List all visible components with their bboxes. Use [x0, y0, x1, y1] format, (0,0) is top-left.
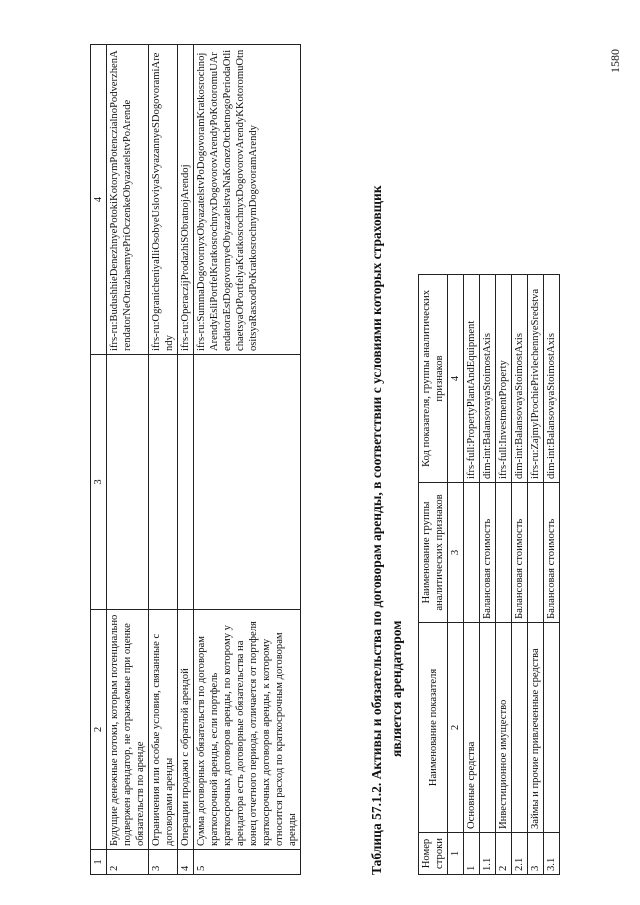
index-cell: 1: [448, 833, 464, 875]
row-number: 4: [178, 850, 194, 875]
group-name: [528, 483, 544, 623]
index-cell: 2: [448, 623, 464, 833]
indicator-code: ifrs-full:PropertyPlantAndEquipment: [464, 275, 480, 483]
indicator-name: Сумма договорных обязательств по договорам краткосрочной аренды, если портфель краткосрочных договоров аренды, по которому у арендатора есть договорные обязательства на конец отчетного периода, отличается от портфеля краткосрочных договоров аренды, к которому относится расход по краткосрочным договорам аренды: [194, 610, 301, 850]
table-row: [480, 275, 496, 875]
group-name: Балансовая стоимость: [512, 483, 528, 623]
indicator-name: Основные средства: [464, 623, 480, 833]
header-cell: Наименование показателя: [419, 623, 448, 833]
header-cell: Код показателя, группы аналитических признаков: [419, 275, 448, 483]
continued-table: [90, 44, 301, 875]
indicator-code: ifrs-ru:SummaDogovornyxObyazatelstvPoDogovoramKratkosrochnojArendyEsliPortfelKratkosrochnyxDogovorovArendyPoKotoromuUArendatoraEstDogovornyeObyazatelstvaNaKonezOtchetnogoPeriodaOtlichaetsyaOtPortfelyaKratkosrochnyxDogovorovArendyKKotoromuOtnositsyaRasxodPoKratkosrochnymDogovoramArendy: [194, 45, 301, 355]
indicator-name: [544, 623, 560, 833]
group-name: [149, 355, 178, 610]
row-number: 3.1: [544, 833, 560, 875]
indicator-code: ifrs-ru:OperaczijProdazhiSObratnojArendoj: [178, 45, 194, 355]
group-name: [464, 483, 480, 623]
page-number: 1580: [608, 49, 622, 73]
row-number: 3: [149, 850, 178, 875]
row-number: 1: [464, 833, 480, 875]
group-name: Балансовая стоимость: [544, 483, 560, 623]
header-row: [419, 275, 448, 875]
table-row: [464, 275, 480, 875]
header-cell: Номер строки: [419, 833, 448, 875]
column-index-row: [91, 45, 107, 875]
table-row: [194, 45, 301, 875]
table-row: [528, 275, 544, 875]
header-cell: 4: [91, 45, 107, 355]
header-cell: Наименование группы аналитических признаков: [419, 483, 448, 623]
indicator-code: dim-int:BalansovayaStoimostAxis: [512, 275, 528, 483]
indicator-name: Ограничения или особые условия, связанные с договорами аренды: [149, 610, 178, 850]
indicator-name: Инвестиционное имущество: [496, 623, 512, 833]
row-number: 3: [528, 833, 544, 875]
indicator-name: Займы и прочие привлеченные средства: [528, 623, 544, 833]
table-caption: [368, 55, 406, 875]
indicator-name: Операции продажи с обратной арендой: [178, 610, 194, 850]
table-row: [544, 275, 560, 875]
indicator-name: [512, 623, 528, 833]
group-name: Балансовая стоимость: [480, 483, 496, 623]
group-name: [178, 355, 194, 610]
indicator-code: dim-int:BalansovayaStoimostAxis: [544, 275, 560, 483]
indicator-code: ifrs-ru:BudushhieDenezhnyePotokiKotorymPotenczialnoPodverzhenArendatorNeOtrazhaemyePriOczenkeObyazatelstvPoArende: [107, 45, 149, 355]
caption-line-2: является арендатором: [389, 620, 404, 757]
row-number: 2: [496, 833, 512, 875]
table-row: [107, 45, 149, 875]
table-row: [512, 275, 528, 875]
indicator-code: ifrs-full:InvestmentProperty: [496, 275, 512, 483]
group-name: [107, 355, 149, 610]
indicator-name: Будущие денежные потоки, которым потенциально подвержен арендатор, не отражаемые при оценке обязательств по аренде: [107, 610, 149, 850]
group-name: [496, 483, 512, 623]
row-number: 5: [194, 850, 301, 875]
header-cell: 2: [91, 610, 107, 850]
leases-table: [418, 274, 560, 875]
table-row: [178, 45, 194, 875]
header-cell: 1: [91, 850, 107, 875]
group-name: [194, 355, 301, 610]
table-row: [149, 45, 178, 875]
header-cell: 3: [91, 355, 107, 610]
indicator-code: dim-int:BalansovayaStoimostAxis: [480, 275, 496, 483]
indicator-code: ifrs-ru:OgranicheniyaIliOsobyeUsloviyaSvyazannyeSDogovoramiArendy: [149, 45, 178, 355]
indicator-name: [480, 623, 496, 833]
table-row: [496, 275, 512, 875]
index-cell: 4: [448, 275, 464, 483]
index-cell: 3: [448, 483, 464, 623]
row-number: 1.1: [480, 833, 496, 875]
column-index-row: [448, 275, 464, 875]
caption-line-1: Таблица 57.1.2. Активы и обязательства по договорам аренды, в соответствии с условиями которых страховщик: [369, 185, 384, 875]
indicator-code: ifrs-ru:ZajmyIProchiePrivlechennyeSredstva: [528, 275, 544, 483]
row-number: 2.1: [512, 833, 528, 875]
row-number: 2: [107, 850, 149, 875]
